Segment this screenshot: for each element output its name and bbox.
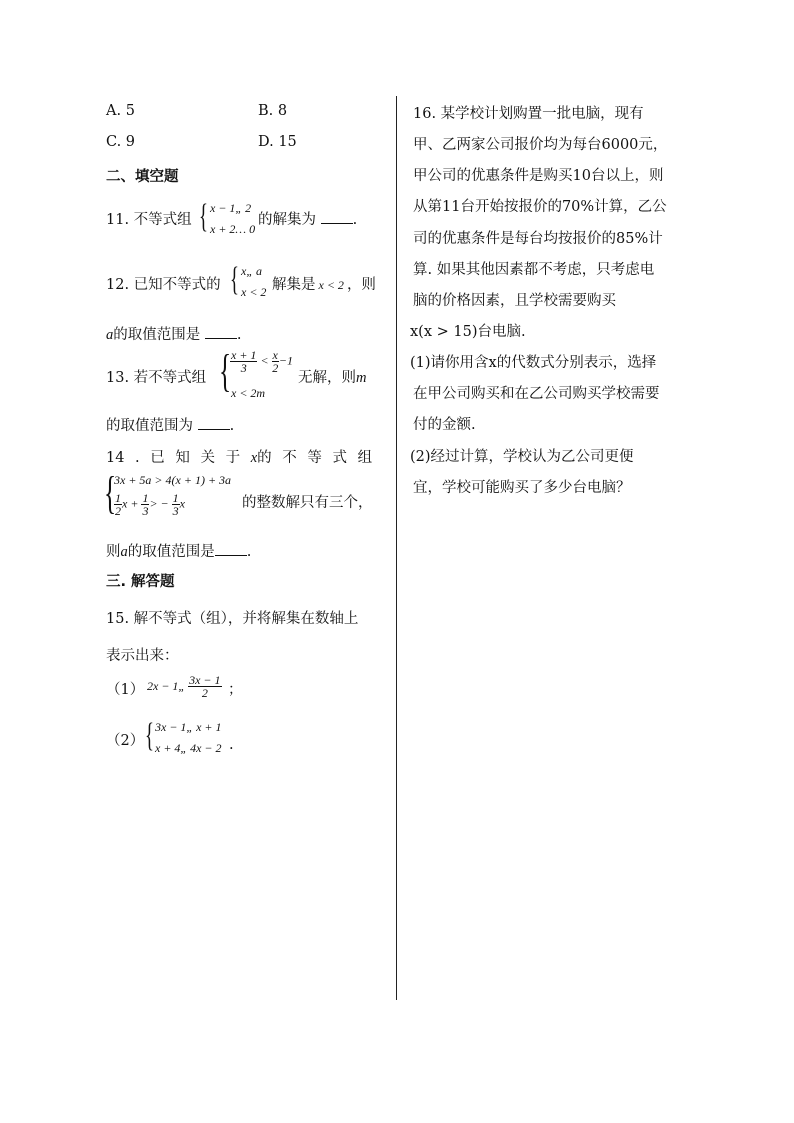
q11-brace: { (199, 198, 208, 235)
q15-p2-line1: 3x − 1„ x + 1 (155, 720, 222, 734)
q15-p1-label: （1） (106, 682, 145, 698)
q13-mid: 无解，则m (298, 370, 367, 386)
q15-p2-end: . (229, 737, 234, 753)
q11-line2: x + 2… 0 (210, 222, 256, 236)
choice-c: C. 9 (106, 134, 136, 150)
q11-blank (321, 211, 353, 224)
q16-line5: 司的优惠条件是每台均按报价的85%计 (413, 231, 663, 247)
q13-brace: { (219, 345, 232, 396)
choice-d: D. 15 (258, 134, 297, 150)
q13-blank (198, 417, 230, 430)
q14-line3: 则a的取值范围是 . (106, 544, 252, 560)
choice-a: A. 5 (106, 103, 135, 119)
section-title-fill-blank: 二、填空题 (106, 169, 179, 185)
q13-line2-text: 的取值范围为 . (106, 418, 235, 434)
q11-suffix: 的解集为 . (258, 212, 358, 228)
q16-line3: 甲公司的优惠条件是购买10台以上，则 (413, 168, 664, 184)
column-divider (396, 96, 397, 1000)
q12-blank (205, 326, 237, 339)
choice-b: B. 8 (258, 103, 288, 119)
q12-prefix: 12. 已知不等式的 (106, 277, 221, 293)
q15-p1-expr: 2x − 1„ $\frac{3x - 1}{2}$ (147, 673, 221, 700)
q16-line2: 甲、乙两家公司报价均为每台6000元， (413, 137, 668, 153)
q16-p2b: 宜，学校可能购买了多少台电脑？ (413, 480, 631, 496)
q12-mid: 解集是 x < 2 ，则 (272, 277, 376, 293)
q16-p1a: (1)请你用含x的代数式分别表示，选择 (410, 355, 657, 371)
q16-p2a: (2)经过计算，学校认为乙公司更便 (410, 449, 634, 465)
q16-p1b: 在甲公司购买和在乙公司购买学校需要 (413, 386, 660, 402)
q13-prefix: 13. 若不等式组 (106, 370, 207, 386)
q13-line2: x < 2m (231, 386, 266, 400)
q14-line1: 3x + 5a > 4(x + 1) + 3a (114, 473, 232, 487)
q15-p2-brace: { (145, 717, 154, 754)
q16-line8: x(x > 15)台电脑. (410, 324, 526, 340)
q14-line2: $\frac{1}{2}$ x + $\frac{1}{3}$ > − $\frac{1}{3}$ x (115, 491, 185, 518)
q16-line7: 脑的价格因素，且学校需要购买 (413, 293, 616, 309)
q16-line6: 算. 如果其他因素都不考虑，只考虑电 (413, 262, 655, 278)
section-title-solve: 三. 解答题 (106, 574, 175, 590)
q15-p1-end: ； (228, 682, 243, 698)
q15-p2-line2: x + 4„ 4x − 2 (155, 741, 222, 755)
q14-brace: { (104, 467, 117, 518)
q14-blank (215, 543, 247, 556)
q12-line1: x„ a (241, 264, 262, 278)
q14-prefix: 14 . 已 知 关 于 x的 不 等 式 组 (106, 450, 373, 466)
q14-suffix: 的整数解只有三个， (242, 495, 373, 511)
q12-line2: x < 2 (241, 285, 267, 299)
q15-text1: 15. 解不等式（组），并将解集在数轴上 (106, 611, 359, 627)
q16-line1: 16. 某学校计划购置一批电脑，现有 (413, 106, 644, 122)
q11-prefix: 11. 不等式组 (106, 212, 192, 228)
q12-line2-text: a的取值范围是 . (106, 327, 242, 343)
q11-line1: x − 1„ 2 (210, 201, 252, 215)
q16-line4: 从第11台开始按报价的70%计算，乙公 (413, 199, 667, 215)
q12-brace: { (230, 261, 239, 298)
q16-p1c: 付的金额. (413, 417, 476, 433)
q15-text2: 表示出来： (106, 648, 179, 664)
q13-line1: $\frac{x + 1}{3}$ < $\frac{x}{2}$ −1 (231, 348, 293, 375)
q15-p2-label: （2） (106, 733, 145, 749)
